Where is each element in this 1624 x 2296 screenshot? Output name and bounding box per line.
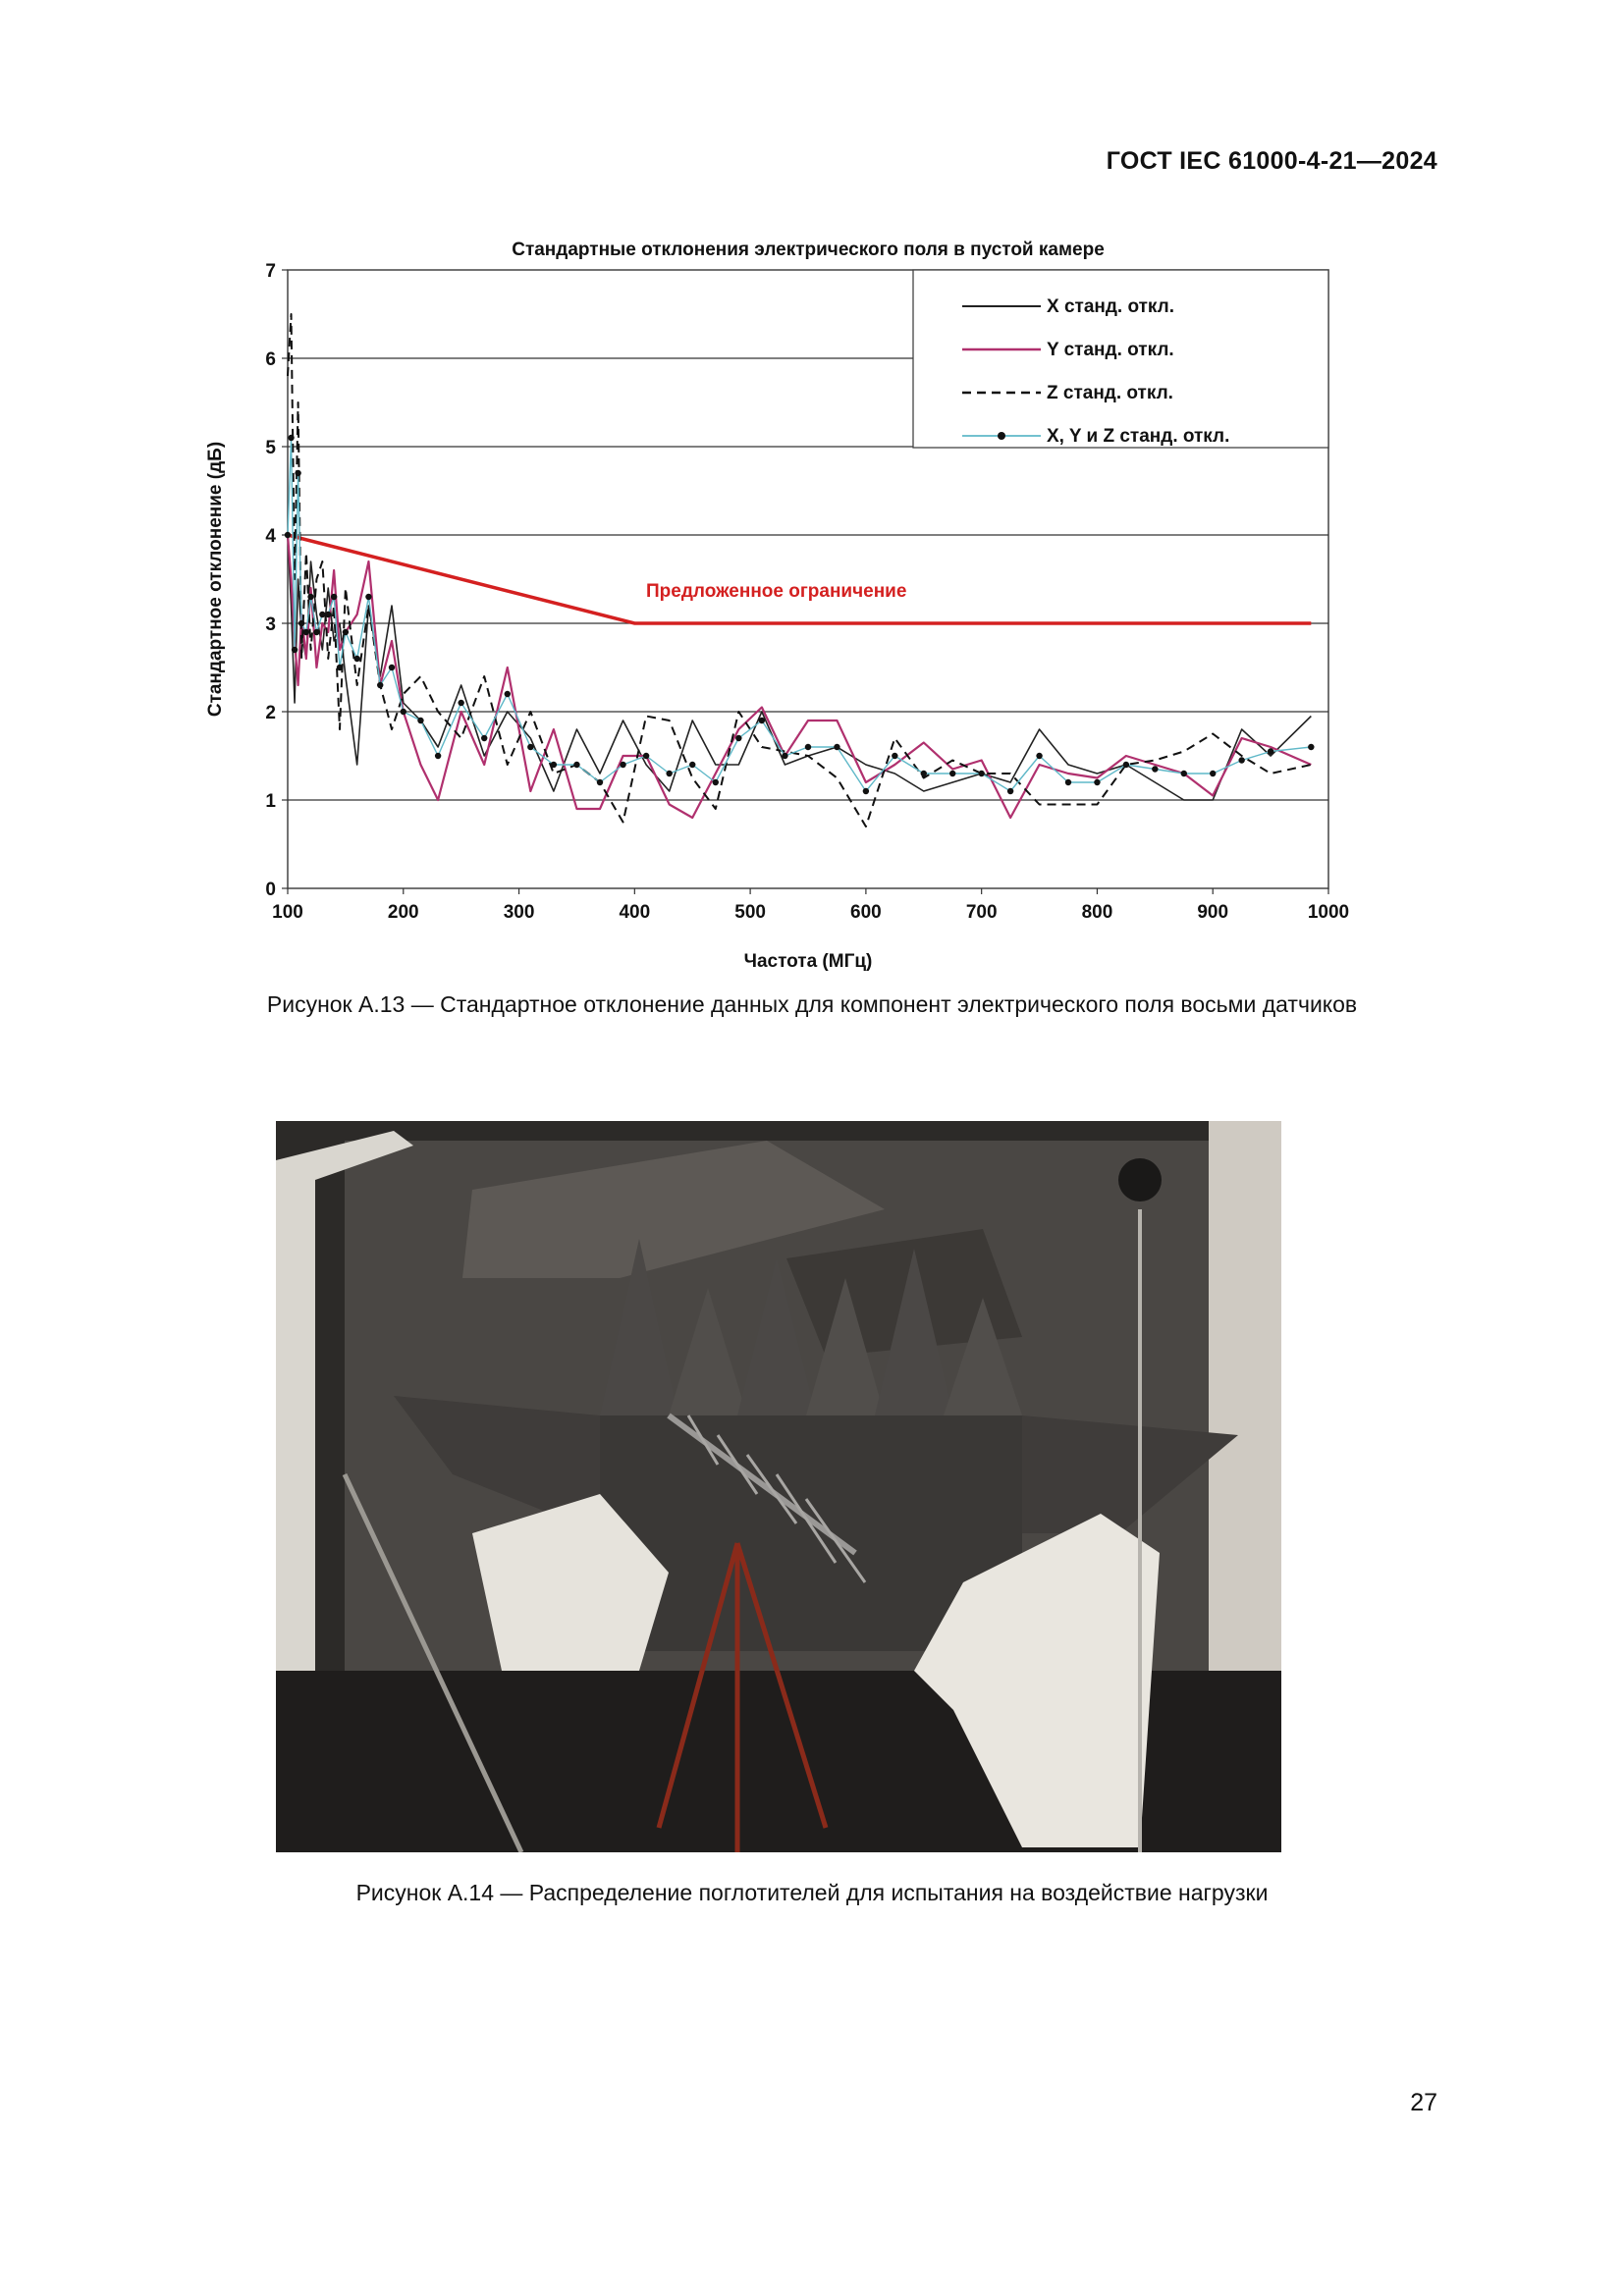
point-xyz xyxy=(307,594,313,600)
x-axis-label: Частота (МГц) xyxy=(743,951,873,972)
point-xyz xyxy=(505,691,511,697)
point-xyz xyxy=(417,718,423,723)
document-header: ГОСТ IEC 61000-4-21—2024 xyxy=(1106,147,1437,175)
x-tick-labels xyxy=(272,902,1349,923)
point-xyz xyxy=(1007,788,1013,794)
y-tick-label: 5 xyxy=(265,438,276,458)
legend-label-z: Z станд. откл. xyxy=(1047,383,1173,403)
point-xyz xyxy=(759,718,765,723)
point-xyz xyxy=(782,753,787,759)
point-xyz xyxy=(303,629,309,635)
point-xyz xyxy=(458,700,463,706)
point-xyz xyxy=(620,762,625,768)
point-xyz xyxy=(597,779,603,785)
figure-a14-caption: Рисунок А.14 — Распределение поглотителей для испытания на воздействие нагрузки xyxy=(355,1880,1269,1905)
x-tick-label: 100 xyxy=(272,902,303,923)
point-xyz xyxy=(978,771,984,776)
point-xyz xyxy=(377,682,383,688)
legend-label-y: Y станд. откл. xyxy=(1047,340,1174,360)
point-xyz xyxy=(713,779,719,785)
point-xyz xyxy=(834,744,839,750)
y-axis-label: Стандартное отклонение (дБ) xyxy=(205,441,226,718)
point-xyz xyxy=(805,744,811,750)
x-tick-label: 400 xyxy=(619,902,651,923)
x-tick-label: 800 xyxy=(1081,902,1113,923)
x-tick-label: 1000 xyxy=(1307,902,1350,923)
x-tick-label: 500 xyxy=(734,902,766,923)
point-xyz xyxy=(435,753,441,759)
point-xyz xyxy=(295,470,300,476)
chart-title: Стандартные отклонения электрического поля в пустой камере xyxy=(512,240,1105,260)
x-tick-label: 600 xyxy=(850,902,882,923)
chart-legend xyxy=(913,270,1328,448)
y-tick-label: 0 xyxy=(265,880,276,900)
x-tick-label: 200 xyxy=(387,902,419,923)
y-tick-label: 1 xyxy=(265,791,276,812)
point-xyz xyxy=(527,744,533,750)
x-tick-label: 900 xyxy=(1197,902,1229,923)
std-dev-chart xyxy=(177,216,1394,982)
point-xyz xyxy=(892,753,897,759)
point-xyz xyxy=(298,620,304,626)
point-xyz xyxy=(331,594,337,600)
point-xyz xyxy=(949,771,955,776)
point-xyz xyxy=(1181,771,1187,776)
point-xyz xyxy=(689,762,695,768)
y-tick-label: 3 xyxy=(265,614,276,635)
point-xyz xyxy=(325,612,331,617)
point-xyz xyxy=(735,735,741,741)
y-tick-label: 6 xyxy=(265,349,276,370)
point-xyz xyxy=(1065,779,1071,785)
figure-a13-caption: Рисунок А.13 — Стандартное отклонение данных для компонент электрического поля восьми датчиков xyxy=(266,991,1358,1017)
page-number: 27 xyxy=(1410,2089,1437,2116)
legend-label-x: X станд. откл. xyxy=(1047,296,1175,317)
point-xyz xyxy=(343,629,349,635)
point-xyz xyxy=(573,762,579,768)
point-xyz xyxy=(288,435,294,441)
limit-annotation: Предложенное ограничение xyxy=(646,581,907,602)
point-xyz xyxy=(353,656,359,662)
point-xyz xyxy=(551,762,557,768)
y-tick-labels xyxy=(265,261,276,900)
point-xyz xyxy=(481,735,487,741)
absorber-chamber-photo xyxy=(276,1121,1281,1852)
point-xyz xyxy=(292,647,298,653)
point-xyz xyxy=(1094,779,1100,785)
y-tick-label: 7 xyxy=(265,261,276,282)
legend-marker-xyz xyxy=(998,432,1005,440)
x-tick-label: 300 xyxy=(503,902,535,923)
point-xyz xyxy=(666,771,672,776)
point-xyz xyxy=(643,753,649,759)
point-xyz xyxy=(389,665,395,670)
y-tick-label: 4 xyxy=(265,526,276,547)
point-xyz xyxy=(1152,766,1158,772)
point-xyz xyxy=(921,771,927,776)
y-tick-label: 2 xyxy=(265,703,276,723)
point-xyz xyxy=(1210,771,1216,776)
point-xyz xyxy=(1268,748,1273,754)
point-xyz xyxy=(863,788,869,794)
point-xyz xyxy=(365,594,371,600)
x-tick-label: 700 xyxy=(965,902,998,923)
point-xyz xyxy=(401,709,406,715)
point-xyz xyxy=(1238,757,1244,763)
point-xyz xyxy=(313,629,319,635)
point-xyz xyxy=(337,665,343,670)
legend-label-xyz: X, Y и Z станд. откл. xyxy=(1047,426,1230,447)
point-xyz xyxy=(1123,762,1129,768)
point-xyz xyxy=(1308,744,1314,750)
point-xyz xyxy=(285,532,291,538)
point-xyz xyxy=(319,612,325,617)
point-xyz xyxy=(1036,753,1042,759)
